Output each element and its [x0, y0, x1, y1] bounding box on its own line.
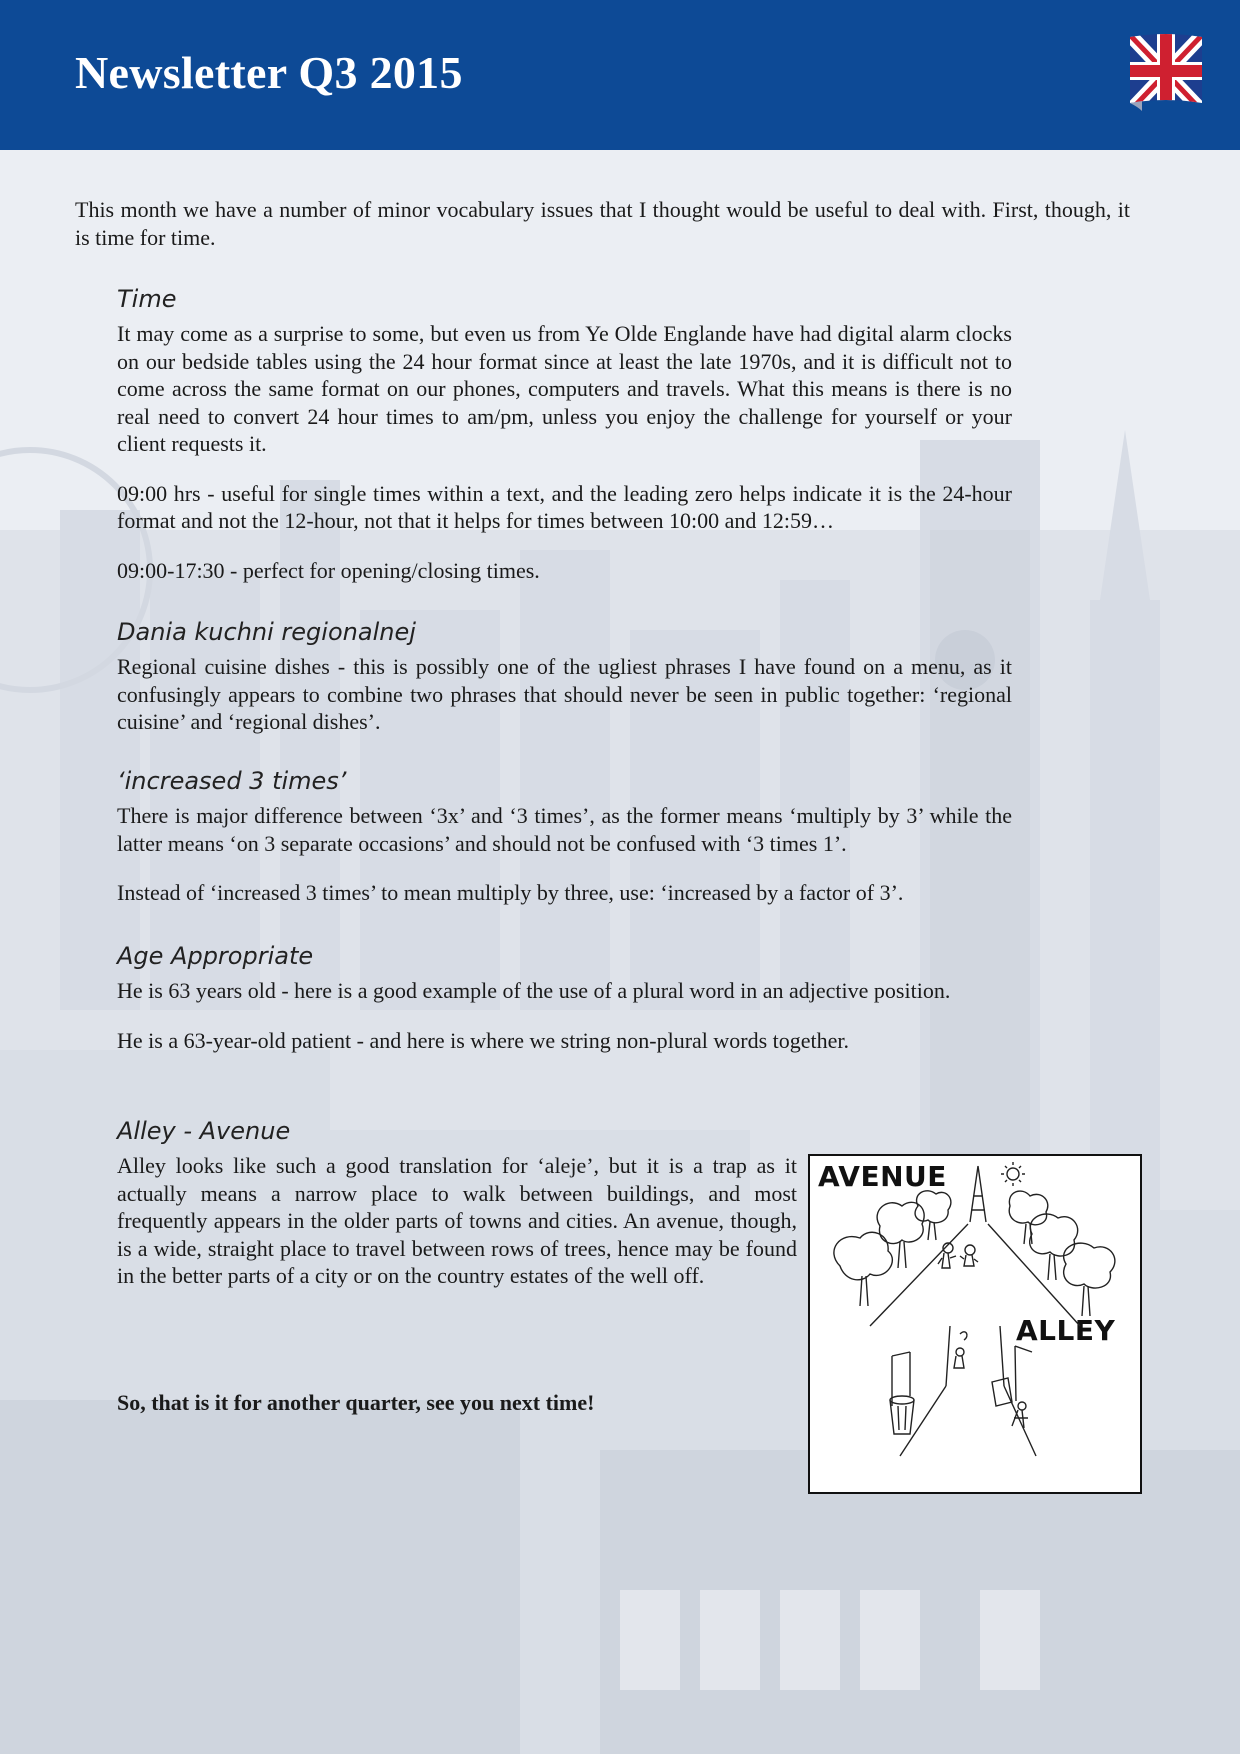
- closing-line: So, that is it for another quarter, see you next time!: [117, 1390, 595, 1415]
- section-heading: Time: [117, 285, 177, 313]
- alley-label: ALLEY: [1016, 1314, 1116, 1347]
- sketch-drawing: [810, 1156, 1140, 1492]
- section-time: [117, 284, 1012, 606]
- section-age-appropriate: [117, 941, 1012, 1076]
- section-heading: ‘increased 3 times’: [117, 767, 347, 795]
- section-heading: Dania kuchni regionalnej: [117, 618, 416, 646]
- section-paragraph: Regional cuisine dishes - this is possibly one of the ugliest phrases I have found on a menu, as it confusingly appears to combine two phrases that should never be seen in public together: ‘regional cuisine’ and ‘regional dishes’.: [117, 654, 1012, 734]
- avenue-alley-illustration: [808, 1154, 1142, 1494]
- section-paragraph: 09:00-17:30 - perfect for opening/closing times.: [117, 557, 540, 583]
- section-paragraph: He is 63 years old - here is a good example of the use of a plural word in an adjective position.: [117, 978, 951, 1003]
- page-title: Newsletter Q3 2015: [75, 47, 463, 98]
- intro-paragraph: This month we have a number of minor vocabulary issues that I thought would be useful to deal with. First, though, it is time for time.: [75, 197, 1130, 250]
- section-paragraph: Instead of ‘increased 3 times’ to mean multiply by three, use: ‘increased by a factor of 3’.: [117, 880, 904, 905]
- section-paragraph: It may come as a surprise to some, but even us from Ye Olde Englande have had digital alarm clocks on our bedside tables using the 24 hour format since at least the late 1970s, and it is difficult not to come across the same format on our phones, computers and travels. What this means is there is no real need to convert 24 hour times to am/pm, unless you enjoy the challenge for yourself or your client requests it.: [117, 321, 1012, 456]
- section-regional-cuisine: [117, 617, 1012, 758]
- avenue-label: AVENUE: [818, 1160, 947, 1193]
- section-paragraph: He is a 63-year-old patient - and here is where we string non-plural words together.: [117, 1027, 850, 1053]
- section-paragraph: 09:00 hrs - useful for single times within a text, and the leading zero helps indicate it is the 24-hour format and not the 12-hour, not that it helps for times between 10:00 and 12:59…: [117, 480, 1012, 533]
- section-heading: Age Appropriate: [117, 942, 314, 970]
- section-paragraph: Alley looks like such a good translation for ‘aleje’, but it is a trap as it actually means a narrow place to walk between buildings, and most frequently appears in the older parts of towns and cities. An avenue, though, is a wide, straight place to travel between rows of trees, hence may be found in the better parts of a city or on the country estates of the well off.: [117, 1153, 797, 1288]
- section-heading: Alley - Avenue: [117, 1117, 291, 1145]
- section-paragraph: There is major difference between ‘3x’ and ‘3 times’, as the former means ‘multiply by 3’ while the latter means ‘on 3 separate occasions’ and should not be confused with ‘3 times 1’.: [117, 803, 1012, 856]
- section-increased-3-times: [117, 766, 1012, 929]
